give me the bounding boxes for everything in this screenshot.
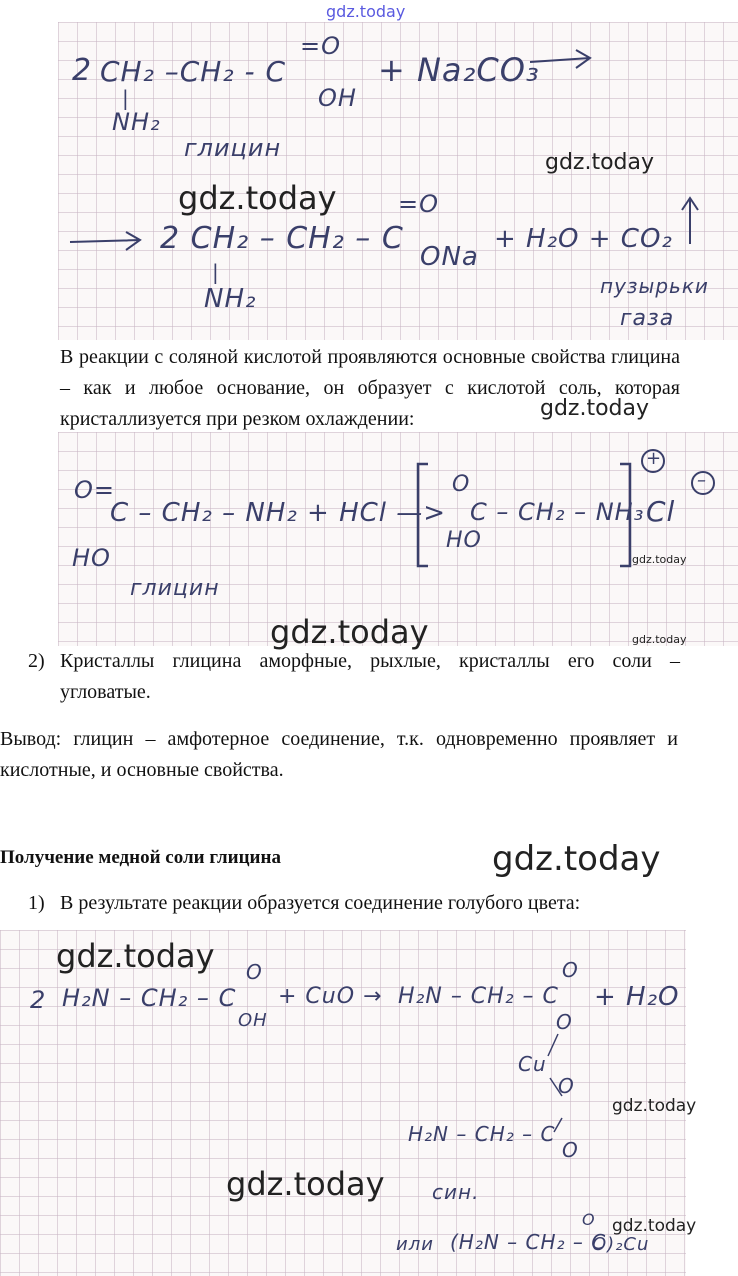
- b2-br-main: C – CH₂ – NH₃: [470, 498, 645, 526]
- b1-o2: =O: [398, 190, 439, 218]
- b1-coef: 2: [72, 53, 93, 88]
- b3-o3: O: [558, 1074, 575, 1098]
- b1-name: глицин: [184, 134, 282, 162]
- b1-reagent: + Na₂CO₃: [378, 51, 540, 89]
- b3-cu: Cu: [518, 1052, 547, 1076]
- watermark: gdz.today: [492, 839, 661, 879]
- b3-oh: OH: [238, 1010, 268, 1031]
- watermark: gdz.today: [612, 1216, 697, 1236]
- b1-bubbles-2: газа: [620, 306, 675, 331]
- b3-main: H₂N – CH₂ – C: [62, 984, 237, 1012]
- watermark: gdz.today: [632, 553, 687, 566]
- b1-nh2-2: NH₂: [204, 284, 257, 314]
- b3-alt-o: O: [582, 1210, 596, 1229]
- b1-bond: |: [122, 86, 130, 110]
- b1-arrow-1: [528, 46, 598, 76]
- watermark: gdz.today: [545, 150, 655, 175]
- watermark: gdz.today: [56, 937, 215, 975]
- b3-alt-prefix: или: [396, 1234, 434, 1255]
- b1-products: + H₂O + CO₂: [494, 224, 673, 254]
- b3-alt-end: O)₂Cu: [592, 1234, 650, 1255]
- item-1-text: В результате реакции образуется соединение голубого цвета:: [60, 892, 581, 914]
- b1-bond2: |: [212, 260, 220, 284]
- watermark: gdz.today: [226, 1165, 385, 1203]
- watermark-top: gdz.today: [326, 2, 406, 21]
- watermark: gdz.today: [612, 1096, 697, 1116]
- item-1-number: 1): [28, 892, 45, 914]
- watermark: gdz.today: [270, 613, 429, 651]
- b2-ho: HO: [72, 544, 111, 572]
- b2-cl: Cl: [646, 495, 676, 528]
- b2-br-ho: HO: [446, 528, 482, 553]
- b3-o2: O: [556, 1010, 573, 1034]
- b1-bubbles-1: пузырьки: [600, 274, 709, 298]
- paragraph-hcl: В реакции с соляной кислотой проявляются основные свойства глицина – как и любое основание, он образует с кислотой соль, которая кристаллизуется при резком охлаждении:: [60, 346, 680, 430]
- b1-o: =O: [300, 32, 341, 60]
- b2-name: глицин: [130, 576, 220, 601]
- b1-ona: ONa: [420, 242, 479, 272]
- gas-up-arrow: [680, 196, 700, 246]
- b2-o: O=: [74, 476, 115, 504]
- b1-line2: 2 CH₂ – CH₂ – C: [160, 221, 404, 256]
- b2-br-o: O: [452, 472, 471, 497]
- b3-o4: O: [562, 1138, 579, 1162]
- item-2-text: Кристаллы глицина аморфные, рыхлые, кристаллы его соли – угловатые.: [60, 650, 680, 703]
- charge-minus-sign: –: [697, 470, 707, 491]
- b3-o: O: [246, 960, 263, 984]
- b1-nh2: NH₂: [112, 108, 161, 136]
- item-2-number: 2): [28, 650, 45, 672]
- b3-reagent: + CuO →: [278, 984, 383, 1009]
- b1-line1: CH₂ –CH₂ - C: [100, 55, 287, 88]
- b1-arrow-2: [68, 228, 148, 258]
- b3-water: + H₂O: [594, 982, 680, 1012]
- conclusion: Вывод: глицин – амфотерное соединение, т.к. одновременно проявляет и кислотные, и основные свойства.: [0, 728, 678, 781]
- watermark: gdz.today: [632, 633, 687, 646]
- b1-oh: OH: [318, 84, 357, 112]
- section-heading: Получение медной соли глицина: [0, 847, 281, 868]
- b3-prod-o: O: [562, 958, 579, 982]
- b3-prod: H₂N – CH₂ – C: [398, 984, 559, 1009]
- b3-syn: син.: [432, 1180, 480, 1204]
- b3-coef: 2: [30, 986, 47, 1014]
- b2-left: C – CH₂ – NH₂ + HCl —>: [110, 498, 447, 528]
- b3-prod2: H₂N – CH₂ – C: [408, 1122, 556, 1146]
- watermark: gdz.today: [178, 179, 337, 217]
- b3-alt: (H₂N – CH₂ – C: [450, 1230, 607, 1254]
- watermark: gdz.today: [540, 396, 650, 421]
- charge-plus-sign: +: [646, 448, 663, 469]
